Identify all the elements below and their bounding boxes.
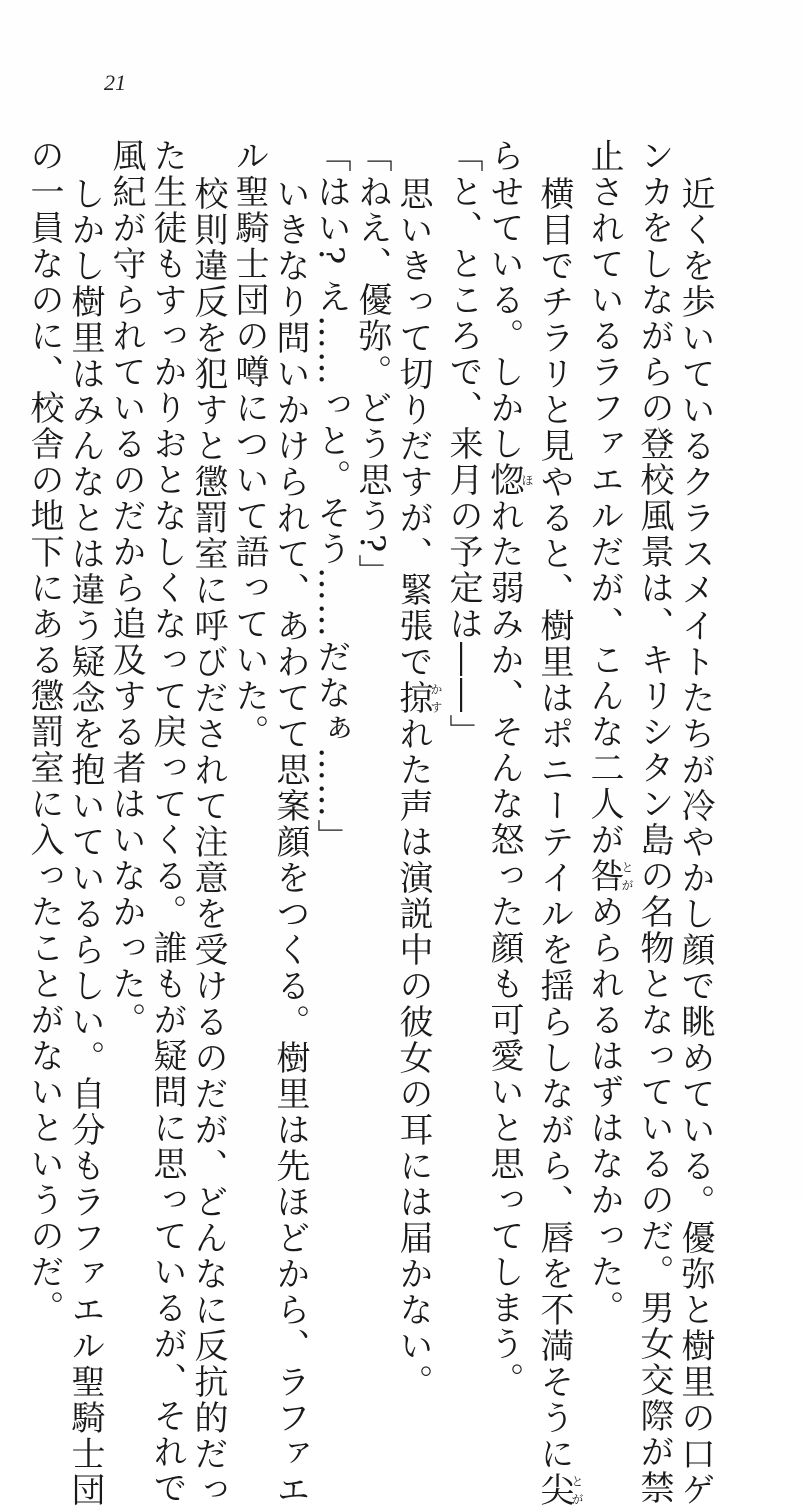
furigana: 咎とが xyxy=(584,858,634,894)
furigana: 掠かす xyxy=(393,680,443,716)
text-line: の一員なのに、校舎の地下にある懲罰室に入ったことがないというのだ。 xyxy=(24,138,64,1326)
furigana: 惚ほ xyxy=(484,462,534,498)
dialogue-line: 「と、ところで、来月の予定は――」 xyxy=(443,138,483,750)
text-line: らせている。しかし惚ほれた弱みか、そんな怒った顔も可愛いと思ってしまう。 xyxy=(484,138,534,1398)
text-line: 近くを歩いているクラスメイトたちが冷やかし顔で眺めている。優弥と樹里の口ゲ xyxy=(675,176,715,1508)
text-line: 校則違反を犯すと懲罰室に呼びだされて注意を受けるのだが、どんなに反抗的だっ xyxy=(188,176,228,1508)
vertical-text-body xyxy=(24,138,715,1508)
text-line: しかし樹里はみんなとは違う疑念を抱いているらしい。自分もラファエル聖騎士団 xyxy=(65,176,105,1508)
text-line: た生徒もすっかりおとなしくなって戻ってくる。誰もが疑問に思っているが、それで xyxy=(147,138,187,1506)
text-line: いきなり問いかけられて、あわてて思案顔をつくる。樹里は先ほどから、ラファエ xyxy=(270,176,310,1508)
text-line: 風紀が守られているのだから追及する者はいなかった。 xyxy=(106,138,146,1038)
furigana: 尖とが xyxy=(534,1472,584,1508)
text-line: 横目でチラリと見やると、樹里はポニーテイルを揺らしながら、唇を不満そうに尖とが xyxy=(534,176,584,1508)
page-number: 21 xyxy=(104,70,126,95)
text-line: 思いきって切りだすが、緊張で掠かすれた声は演説中の彼女の耳には届かない。 xyxy=(393,176,443,1400)
text-line: ンカをしながらの登校風景は、キリシタン島の名物となっているのだ。男女交際が禁 xyxy=(634,138,674,1506)
text-line: ル聖騎士団の噂について語っていた。 xyxy=(229,138,269,750)
dialogue-line: 「はい? え……っと。そう……だなぁ……」 xyxy=(311,138,351,856)
text-line: 止されているラファエルだが、こんな二人が咎とがめられるはずはなかった。 xyxy=(584,138,634,1326)
dialogue-line: 「ねえ、優弥。どう思う?」 xyxy=(352,138,392,591)
